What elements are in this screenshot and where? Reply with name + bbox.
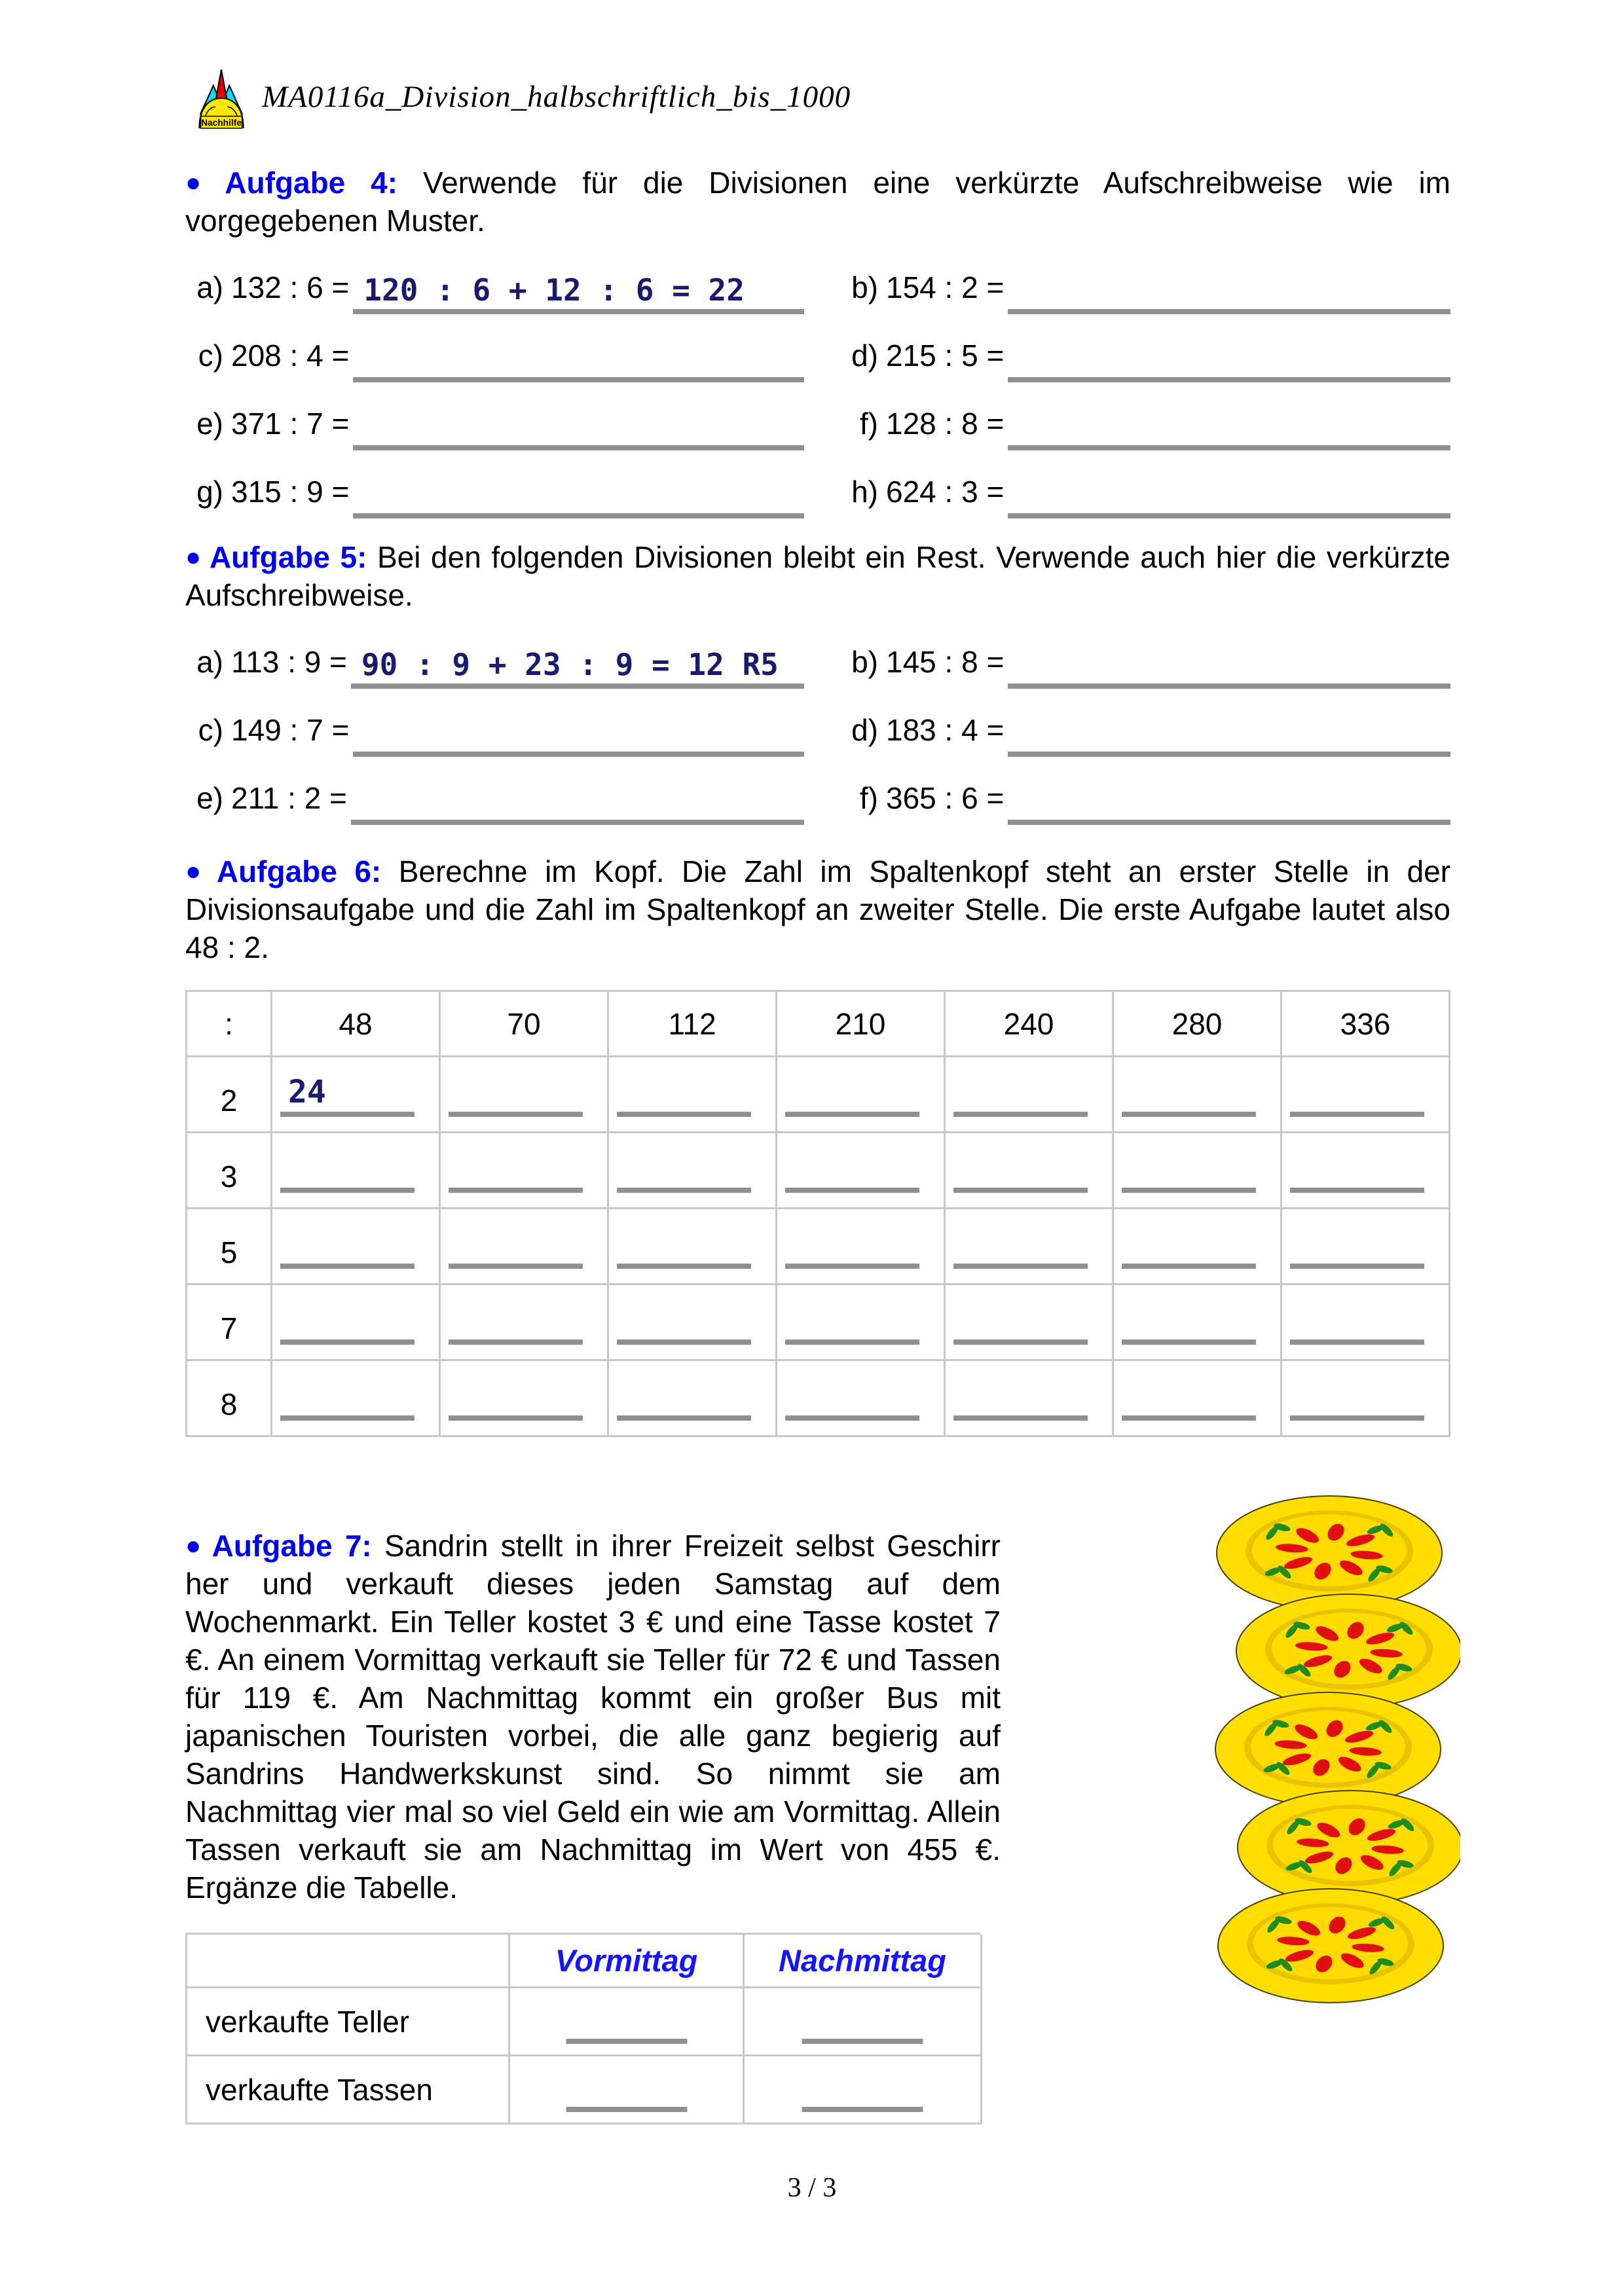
answer-blank [953, 1339, 1088, 1345]
answer-blank [449, 1112, 583, 1117]
task6-text: Berechne im Kopf. Die Zahl im Spaltenkopf steht an erster Stelle in der Divisionsaufgabe und die Zahl im Spaltenkopf an zweiter Stelle. Die erste Aufgabe lautet also 48 : 2. [185, 854, 1451, 964]
answer-blank[interactable] [1008, 439, 1450, 450]
item-problem: 208 : 4 = [231, 338, 350, 373]
table-answer-cell[interactable] [1114, 1057, 1282, 1133]
answer-blank[interactable] [1008, 677, 1450, 689]
item-problem: 371 : 7 = [231, 407, 350, 441]
header-label: Vormittag [555, 1943, 698, 1978]
table-answer-cell[interactable] [1114, 1285, 1282, 1361]
table-answer-cell[interactable] [777, 1285, 946, 1361]
table-corner [187, 1935, 510, 1988]
exercise-item-c [185, 712, 804, 757]
answer-blank [802, 2107, 923, 2112]
exercise-item-b [840, 270, 1450, 314]
answer-blank[interactable] [353, 371, 804, 382]
answer-blank [953, 1415, 1088, 1421]
exercise-item-b [840, 644, 1450, 689]
item-problem: 315 : 9 = [231, 475, 350, 509]
item-problem: 145 : 8 = [886, 645, 1005, 679]
item-problem: 365 : 6 = [886, 781, 1005, 815]
item-key: b) [851, 270, 878, 304]
item-key: c) [198, 713, 223, 747]
item-key: d) [851, 713, 878, 747]
table-answer-cell[interactable] [1282, 1057, 1450, 1133]
table-answer-cell[interactable] [609, 1133, 777, 1209]
answer-blank [449, 1339, 583, 1345]
table-answer-cell[interactable] [441, 1057, 609, 1133]
nachhilfe-logo-icon [195, 60, 248, 134]
column-header-nachmittag [745, 1935, 982, 1988]
table-answer-cell[interactable] [441, 1361, 609, 1437]
item-key: f) [859, 407, 878, 441]
table-answer-cell[interactable] [745, 1988, 982, 2056]
table-answer-cell[interactable] [1114, 1133, 1282, 1209]
table-answer-cell[interactable] [441, 1285, 609, 1361]
task6-intro [185, 852, 1450, 966]
answer-blank [1122, 1188, 1256, 1193]
table-answer-cell[interactable] [609, 1285, 777, 1361]
table-answer-cell[interactable] [946, 1209, 1114, 1285]
document-title: MA0116a_Division_halbschriftlich_bis_1000 [262, 80, 851, 114]
table-answer-cell[interactable] [609, 1209, 777, 1285]
task4-label: Aufgabe 4: [225, 166, 398, 200]
answer-blank [566, 2039, 687, 2044]
item-problem: 149 : 7 = [231, 713, 350, 747]
answer-blank[interactable] [351, 813, 804, 825]
exercise-row [185, 621, 1450, 689]
table-answer-cell[interactable] [946, 1133, 1114, 1209]
bullet-icon: ● [185, 543, 203, 572]
task5-label: Aufgabe 5: [209, 540, 367, 574]
item-key: c) [198, 338, 223, 373]
answer-blank [617, 1112, 751, 1117]
answer-blank [617, 1264, 751, 1269]
bullet-icon: ● [185, 168, 219, 197]
exercise-item-g [185, 474, 804, 519]
column-header: 240 [946, 992, 1114, 1057]
exercise-item-d [840, 338, 1450, 382]
item-problem: 128 : 8 = [886, 407, 1005, 441]
answer-blank [617, 1339, 751, 1345]
exercise-item-c [185, 338, 804, 382]
item-problem: 183 : 4 = [886, 713, 1005, 747]
task7-section [185, 1527, 1001, 2124]
answer-blank[interactable] [353, 745, 804, 757]
exercise-item-d [840, 712, 1450, 757]
item-problem: 154 : 2 = [886, 270, 1005, 304]
exercise-item-f [840, 780, 1450, 825]
exercise-row [185, 689, 1450, 757]
answer-blank[interactable] [353, 439, 804, 450]
bullet-icon: ● [185, 1531, 206, 1560]
exercise-item-e [185, 406, 804, 450]
exercise-row [185, 382, 1450, 450]
answer-blank [802, 2039, 923, 2044]
answer-blank [785, 1112, 919, 1117]
column-header: 48 [272, 992, 441, 1057]
answer-blank [617, 1415, 751, 1421]
table-answer-cell[interactable] [272, 1285, 441, 1361]
table-answer-cell[interactable] [777, 1057, 946, 1133]
table-answer-cell[interactable] [609, 1361, 777, 1437]
handwritten-answer: 24 [288, 1074, 326, 1110]
answer-blank [953, 1112, 1088, 1117]
table-answer-cell[interactable] [510, 2056, 745, 2124]
exercise-item-a [185, 644, 804, 689]
table-answer-cell[interactable] [609, 1057, 777, 1133]
answer-blank [785, 1415, 919, 1421]
item-key: d) [851, 338, 878, 373]
item-problem: 215 : 5 = [886, 338, 1005, 373]
task4-text: Verwende für die Divisionen eine verkürzte Aufschreibweise wie im vorgegebenen Muster. [185, 166, 1450, 238]
task5-section [185, 538, 1450, 825]
row-header: 7 [187, 1285, 272, 1361]
table-answer-cell[interactable] [1282, 1209, 1450, 1285]
answer-blank[interactable] [1008, 371, 1450, 382]
answer-blank [1122, 1112, 1256, 1117]
table-answer-cell[interactable] [272, 1057, 441, 1133]
item-key: a) [196, 645, 223, 679]
table-answer-cell[interactable] [946, 1057, 1114, 1133]
answer-blank [449, 1264, 583, 1269]
table-answer-cell[interactable] [946, 1361, 1114, 1437]
task5-text: Bei den folgenden Divisionen bleibt ein Rest. Verwende auch hier die verkürzte Aufschreibweise. [185, 540, 1450, 612]
exercise-item-h [840, 474, 1450, 519]
header-label: Nachmittag [779, 1943, 946, 1978]
column-header: 112 [609, 992, 777, 1057]
answer-blank [1122, 1415, 1256, 1421]
plate-stack-illustration [1208, 1494, 1460, 2014]
answer-blank [280, 1264, 415, 1269]
column-header: 336 [1282, 992, 1450, 1057]
task7-text: Sandrin stellt in ihrer Freizeit selbst Geschirr her und verkauft dieses jeden Samstag auf dem Wochenmarkt. Ein Teller kostet 3 € und eine Tasse kostet 7 €. An einem Vormittag verkauft sie Teller für 72 € und Tassen für 119 €. Am Nachmittag kommt ein großer Bus mit japanischen Touristen vorbei, die alle ganz begierig auf Sandrins Handwerkskunst sind. So nimmt sie am Nachmittag vier mal so viel Geld ein wie am Vormittag. Allein Tassen verkauft sie am Nachmittag im Wert von 455 €. Ergänze die Tabelle. [185, 1529, 1001, 1904]
answer-blank[interactable] [1008, 813, 1450, 825]
table-answer-cell[interactable] [1114, 1361, 1282, 1437]
answer-blank[interactable] [1008, 302, 1450, 314]
answer-blank[interactable] [1008, 507, 1450, 519]
table-answer-cell[interactable] [441, 1209, 609, 1285]
answer-blank [566, 2107, 687, 2112]
answer-blank [1290, 1415, 1424, 1421]
answer-blank [280, 1188, 415, 1193]
answer-blank [953, 1188, 1088, 1193]
item-problem: 624 : 3 = [886, 475, 1005, 509]
page-number: 3 / 3 [787, 2173, 837, 2203]
item-problem: 211 : 2 = [231, 781, 347, 815]
answer-blank [280, 1415, 415, 1421]
answer-blank[interactable] [353, 274, 804, 314]
answer-blank [1290, 1112, 1424, 1117]
exercise-row [185, 246, 1450, 314]
table-answer-cell[interactable] [1282, 1133, 1450, 1209]
exercise-item-f [840, 406, 1450, 450]
exercise-row [185, 757, 1450, 825]
exercise-item-e [185, 780, 804, 825]
exercise-row [185, 314, 1450, 382]
table-answer-cell[interactable] [1282, 1285, 1450, 1361]
answer-blank [785, 1339, 919, 1345]
table-answer-cell[interactable] [441, 1133, 609, 1209]
task5-rows [185, 621, 1450, 825]
task4-section [185, 164, 1450, 519]
item-problem: 113 : 9 = [231, 645, 347, 679]
handwritten-answer: 90 : 9 + 23 : 9 = 12 R5 [361, 647, 779, 682]
answer-blank [280, 1339, 415, 1345]
exercise-item-a [185, 270, 804, 314]
item-key: h) [851, 475, 878, 509]
table-answer-cell[interactable] [745, 2056, 982, 2124]
answer-blank [953, 1264, 1088, 1269]
item-key: a) [196, 270, 223, 304]
column-header: 210 [777, 992, 946, 1057]
item-key: e) [196, 407, 223, 441]
answer-blank [1122, 1339, 1256, 1345]
column-header-vormittag [510, 1935, 745, 1988]
table-answer-cell[interactable] [1114, 1209, 1282, 1285]
table-corner: : [187, 992, 272, 1057]
table-answer-cell[interactable] [777, 1133, 946, 1209]
table-answer-cell[interactable] [272, 1361, 441, 1437]
answer-blank [449, 1188, 583, 1193]
row-label: verkaufte Tassen [187, 2056, 510, 2124]
exercise-row [185, 450, 1450, 519]
answer-blank [1290, 1339, 1424, 1345]
row-header: 3 [187, 1133, 272, 1209]
answer-blank [1122, 1264, 1256, 1269]
answer-blank [449, 1415, 583, 1421]
column-header: 70 [441, 992, 609, 1057]
answer-blank[interactable] [353, 507, 804, 519]
task4-rows [185, 246, 1450, 519]
answer-blank [785, 1188, 919, 1193]
row-header: 2 [187, 1057, 272, 1133]
row-header: 8 [187, 1361, 272, 1437]
item-key: f) [859, 781, 878, 815]
plates-icon [1208, 1494, 1460, 2011]
logo-text: Nachhilfe [201, 117, 242, 128]
item-key: e) [196, 781, 223, 815]
item-key: b) [851, 645, 878, 679]
bullet-icon: ● [185, 857, 210, 886]
page-header [195, 60, 851, 134]
task6-label: Aufgabe 6: [216, 854, 382, 888]
answer-blank [1290, 1264, 1424, 1269]
answer-blank[interactable] [351, 648, 804, 689]
table-answer-cell[interactable] [510, 1988, 745, 2056]
row-header: 5 [187, 1209, 272, 1285]
sales-table [185, 1933, 980, 2124]
division-table [185, 990, 1450, 1437]
task7-intro [185, 1527, 1001, 1906]
answer-blank [280, 1112, 415, 1117]
table-answer-cell[interactable] [777, 1209, 946, 1285]
table-answer-cell[interactable] [946, 1285, 1114, 1361]
task6-section [185, 852, 1450, 1437]
answer-blank [617, 1188, 751, 1193]
column-header: 280 [1114, 992, 1282, 1057]
table-answer-cell[interactable] [272, 1209, 441, 1285]
handwritten-answer: 120 : 6 + 12 : 6 = 22 [363, 272, 745, 308]
answer-blank [785, 1264, 919, 1269]
table-answer-cell[interactable] [1282, 1361, 1450, 1437]
answer-blank[interactable] [1008, 745, 1450, 757]
table-answer-cell[interactable] [777, 1361, 946, 1437]
answer-blank [1290, 1188, 1424, 1193]
item-key: g) [196, 475, 223, 509]
item-problem: 132 : 6 = [231, 270, 350, 304]
row-label: verkaufte Teller [187, 1988, 510, 2056]
task4-intro [185, 164, 1450, 240]
task7-label: Aufgabe 7: [212, 1529, 372, 1563]
task5-intro [185, 538, 1450, 614]
table-answer-cell[interactable] [272, 1133, 441, 1209]
